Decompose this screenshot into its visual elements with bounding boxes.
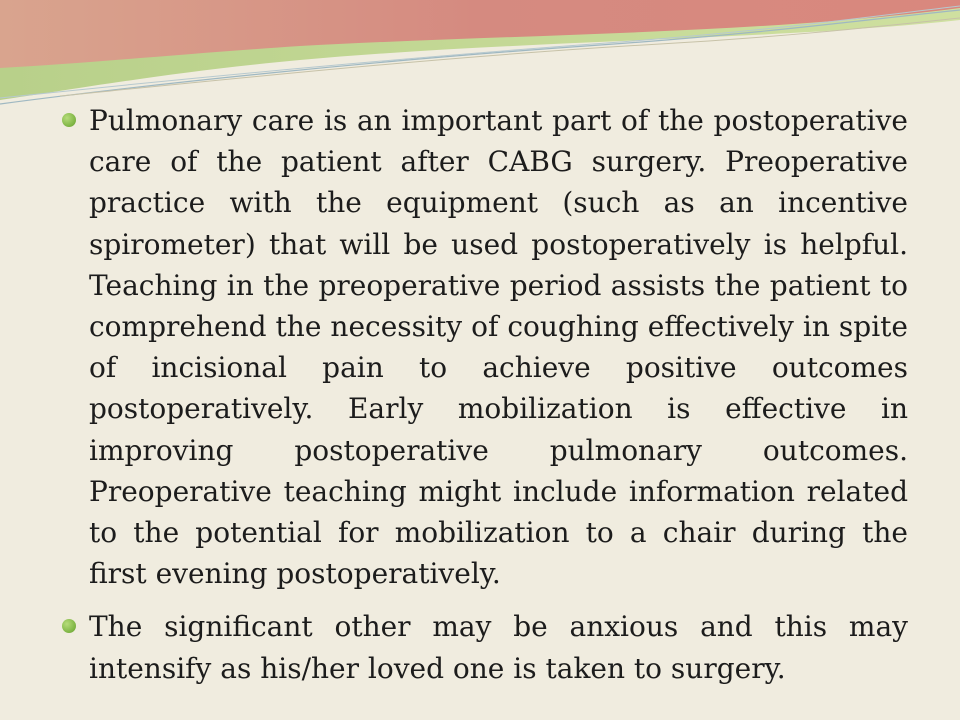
bullet-item [62, 606, 908, 688]
bullet-text: Pulmonary care is an important part of the postoperative care of the patient after CABG surgery. Preoperative practice with the equipment (such as an incentive spirometer) that will be used postoperatively is helpful. Teaching in the preoperative period assists the patient to comprehend the necessity of coughing effectively in spite of incisional pain to achieve positive outcomes postoperatively. Early mobilization is effective in improving postoperative pulmonary outcomes. Preoperative teaching might include information related to the potential for mobilization to a chair during the first evening postoperatively. [89, 104, 908, 591]
slide-content [62, 100, 908, 701]
bullet-item [62, 100, 908, 594]
bullet-text: The significant other may be anxious and this may intensify as his/her loved one is taken to surgery. [89, 610, 908, 685]
bullet-list [62, 100, 908, 689]
bullet-dot-icon [62, 619, 76, 633]
header-wave-decoration [0, 0, 960, 110]
bullet-dot-icon [62, 113, 76, 127]
